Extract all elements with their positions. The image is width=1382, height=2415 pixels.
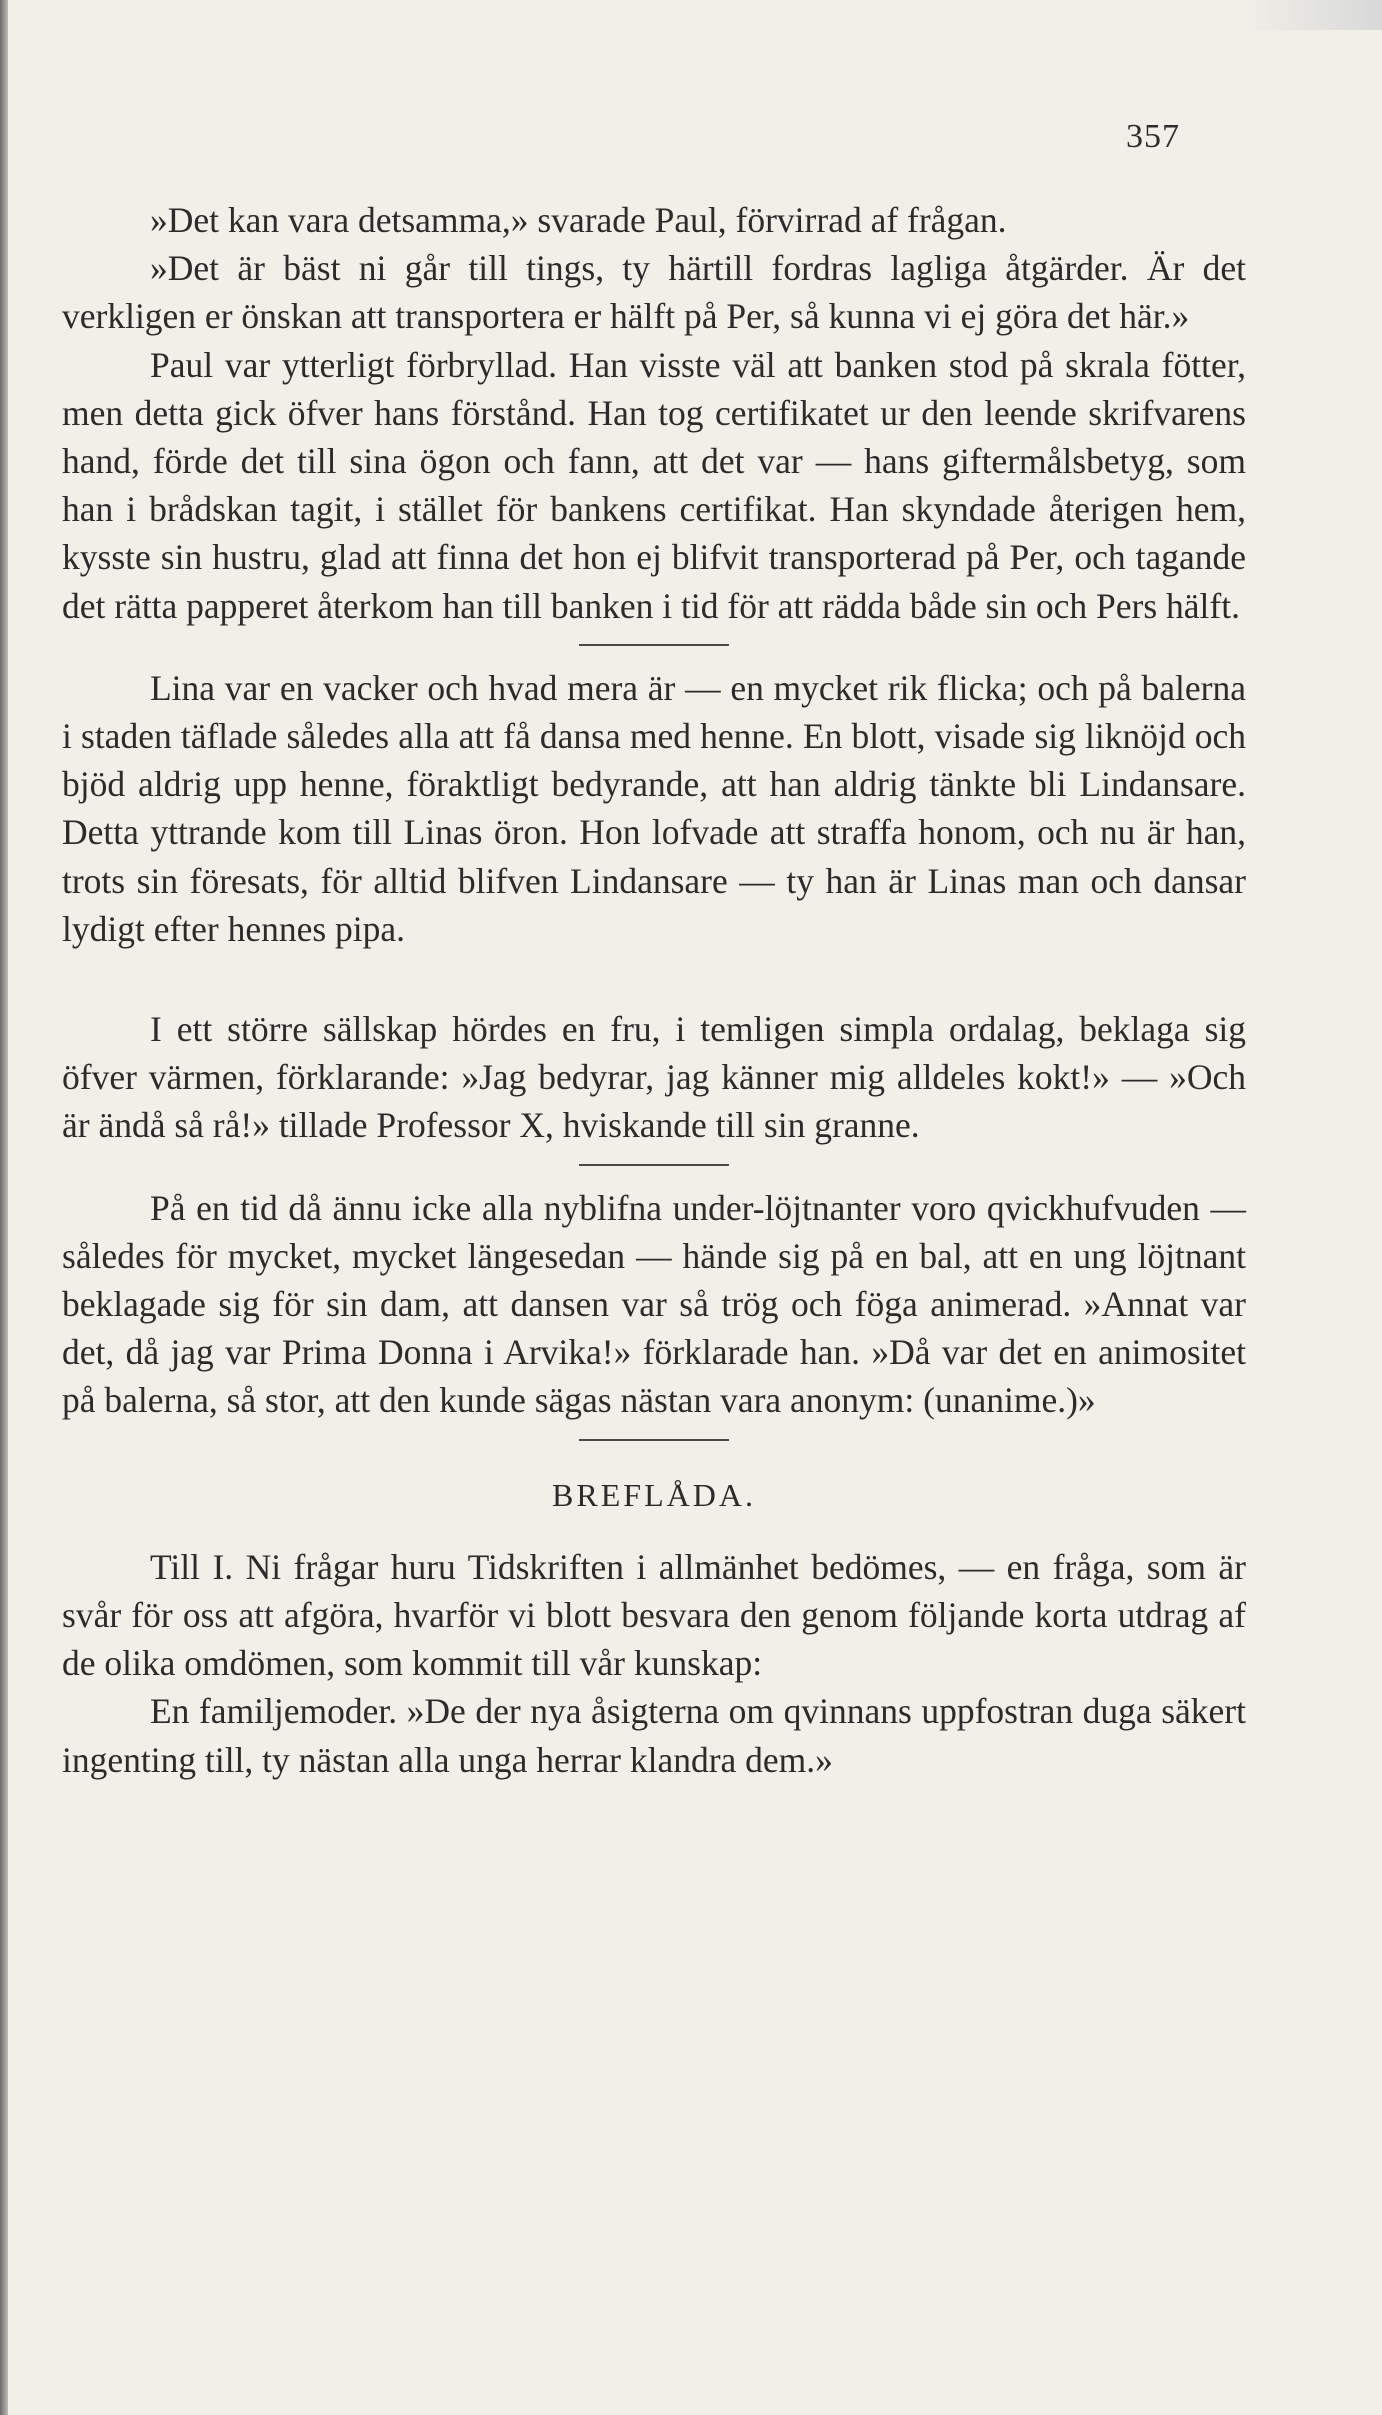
paragraph: Paul var ytterligt förbryllad. Han visste väl att banken stod på skrala fötter, men detta gick öfver hans förstånd. Han tog certifikatet ur den leende skrifvarens hand, förde det till sina ögon och fann, att det var — hans giftermålsbetyg, som han i brådskan tagit, i stället för bankens certifikat. Han skyndade återigen hem, kysste sin hustru, glad att finna det hon ej blifvit transporterad på Per, och tagande det rätta papperet återkom han till banken i tid för att rädda både sin och Pers hälft.: [62, 344, 1246, 626]
section-divider: [579, 1164, 729, 1166]
paragraph: I ett större sällskap hördes en fru, i temligen simpla ordalag, beklaga sig öfver värmen, förklarande: »Jag bedyrar, jag känner mig alldeles kokt!» — »Och är ändå så rå!» tillade Professor X, hviskande till sin granne.: [62, 1009, 1246, 1146]
page-corner-shadow: [1242, 0, 1382, 30]
section-divider: [579, 644, 729, 646]
paragraph: En familjemoder. »De der nya åsigterna om qvinnans uppfostran duga säkert ingenting till, ty nästan alla unga herrar klandra dem.»: [62, 1691, 1246, 1780]
page-number: 357: [1126, 118, 1180, 155]
paragraph: Till I. Ni frågar huru Tidskriften i allmänhet bedömes, — en fråga, som är svår för oss att afgöra, hvarför vi blott besvara den genom följande korta utdrag af de olika omdömen, som kommit till vår kunskap:: [62, 1546, 1246, 1684]
section-divider: [579, 1439, 729, 1441]
paragraph: »Det kan vara detsamma,» svarade Paul, förvirrad af frågan.: [150, 200, 1007, 240]
paragraph: På en tid då ännu icke alla nyblifna under-löjtnanter voro qvickhufvuden — således för mycket, mycket längesedan — hände sig på en bal, att en ung löjtnant beklagade sig för sin dam, att dansen var så trög och föga animerad. »Annat var det, då jag var Prima Donna i Arvika!» förklarade han. »Då var det en animositet på balerna, så stor, att den kunde sägas nästan vara anonym: (unanime.)»: [62, 1187, 1246, 1421]
body-text: [62, 196, 1246, 1784]
paragraph: »Det är bäst ni går till tings, ty härtill fordras lagliga åtgärder. Är det verkligen er önskan att transportera er hälft på Per, så kunna vi ej göra det här.»: [62, 248, 1246, 337]
section-heading: BREFLÅDA.: [552, 1476, 756, 1513]
paragraph: Lina var en vacker och hvad mera är — en mycket rik flicka; och på balerna i staden täflade således alla att få dansa med henne. En blott, visade sig liknöjd och bjöd aldrig upp henne, föraktligt bedyrande, att han aldrig tänkte bli Lindansare. Detta yttrande kom till Linas öron. Hon lofvade att straffa honom, och nu är han, trots sin föresats, för alltid blifven Lindansare — ty han är Linas man och dansar lydigt efter hennes pipa.: [62, 667, 1246, 949]
page-edge-shadow: [0, 0, 8, 2415]
section-spacer: [62, 953, 1246, 1005]
